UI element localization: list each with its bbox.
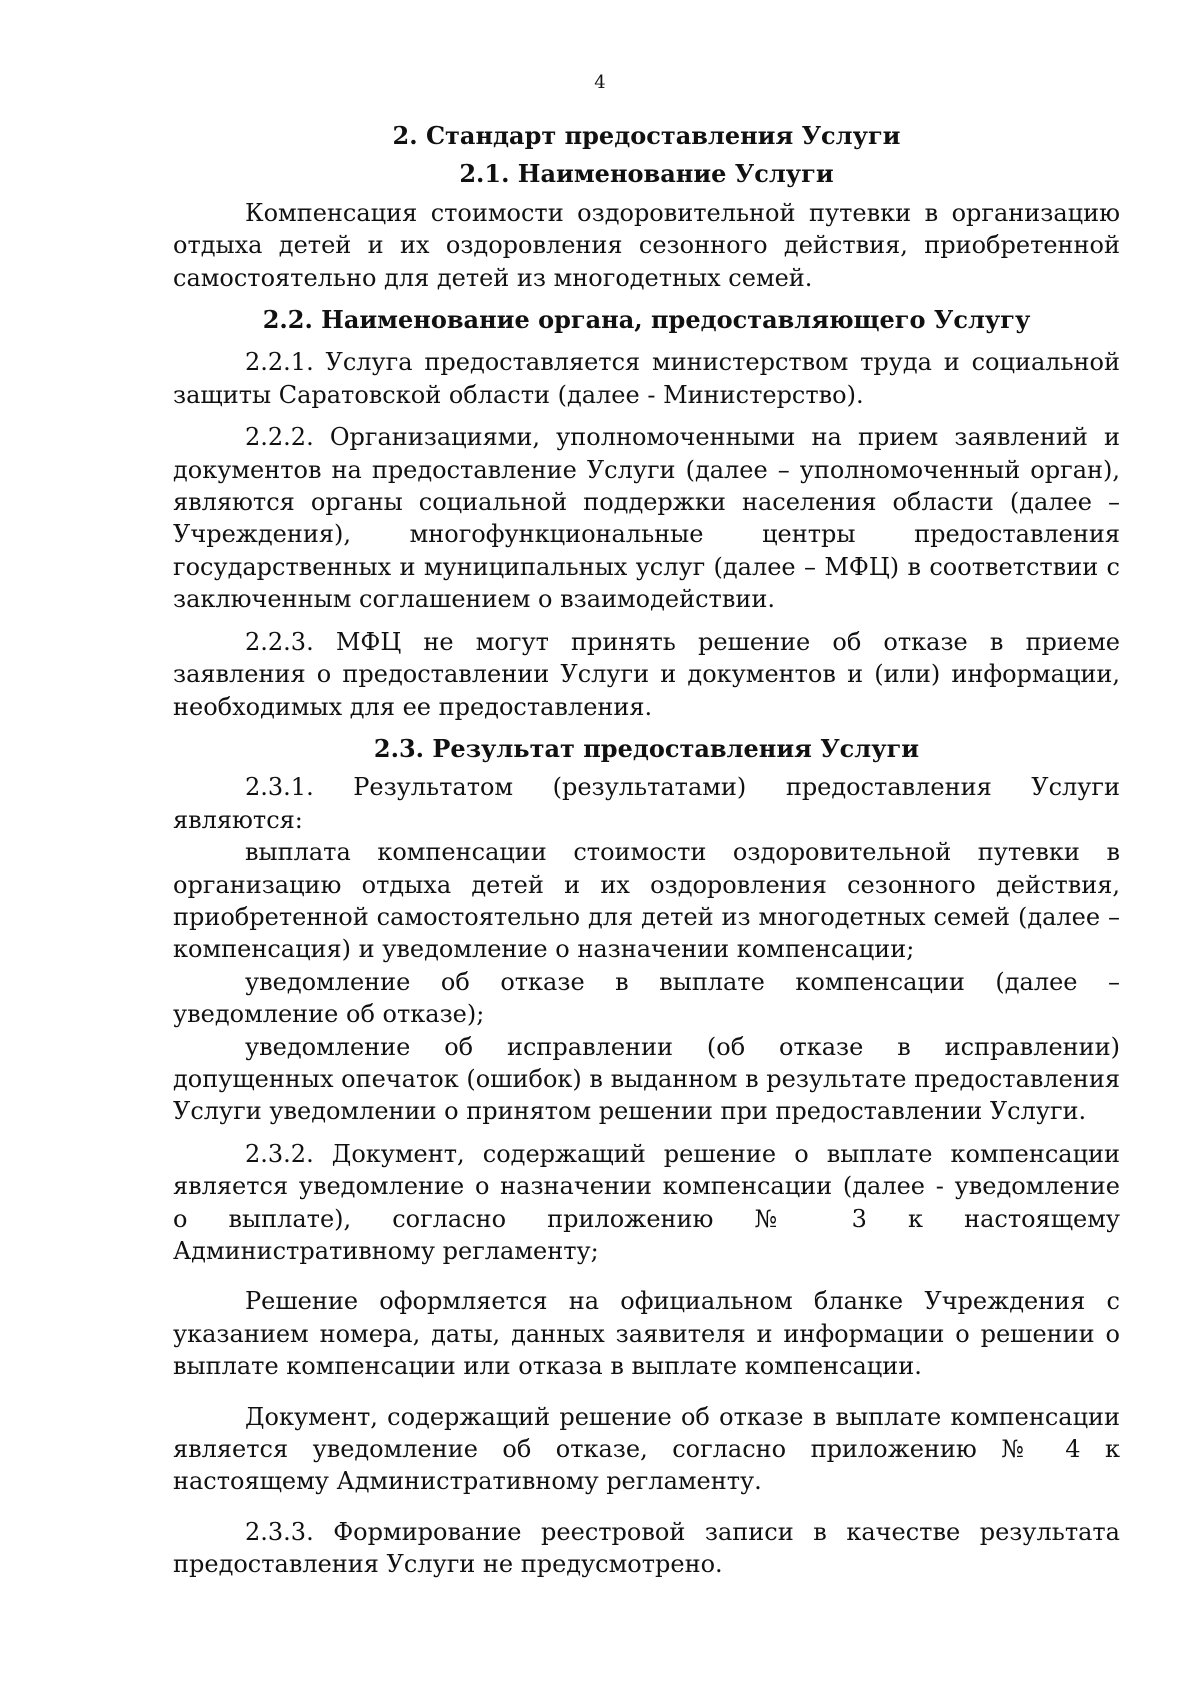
- paragraph-refusal-document: Документ, содержащий решение об отказе в выплате компенсации является уведомление об отказе, согласно приложению № 4 к настоящему Административному регламенту.: [173, 1402, 1120, 1496]
- paragraph-decision: Решение оформляется на официальном бланке Учреждения с указанием номера, даты, данных заявителя и информации о решении о выплате компенсации или отказа в выплате компенсации.: [173, 1287, 1120, 1381]
- paragraph-2-3-1-item-2: уведомление об отказе в выплате компенсации (далее – уведомление об отказе);: [173, 967, 1120, 1029]
- page-number: 4: [594, 72, 606, 93]
- subsection-2-3-title: 2.3. Результат предоставления Услуги: [373, 733, 920, 763]
- paragraph-2-3-1-item-3: уведомление об исправлении (об отказе в исправлении) допущенных опечаток (ошибок) в выданном в результате предоставления Услуги уведомлении о принятом решении при предоставлении Услуги.: [173, 1032, 1120, 1126]
- paragraph-2-2-1: 2.2.1. Услуга предоставляется министерством труда и социальной защиты Саратовской области (далее - Министерство).: [173, 348, 1120, 409]
- paragraph-2-3-1: 2.3.1. Результатом (результатами) предоставления Услуги являются:: [173, 773, 1120, 834]
- document-body: [173, 120, 1120, 1581]
- paragraph-2-3-1-item-1: выплата компенсации стоимости оздоровительной путевки в организацию отдыха детей и их оздоровления сезонного действия, приобретенной самостоятельно для детей из многодетных семей (далее – компенсация) и уведомление о назначении компенсации;: [173, 838, 1120, 964]
- section-title: 2. Стандарт предоставления Услуги: [392, 121, 901, 150]
- paragraph-2-2-3: 2.2.3. МФЦ не могут принять решение об отказе в приеме заявления о предоставлении Услуги и документов и (или) информации, необходимых для ее предоставления.: [173, 627, 1120, 721]
- paragraph-2-1: Компенсация стоимости оздоровительной путевки в организацию отдыха детей и их оздоровления сезонного действия, приобретенной самостоятельно для детей из многодетных семей.: [173, 198, 1120, 292]
- paragraph-2-3-3: 2.3.3. Формирование реестровой записи в качестве результата предоставления Услуги не предусмотрено.: [173, 1517, 1120, 1579]
- paragraph-2-2-2: 2.2.2. Организациями, уполномоченными на прием заявлений и документов на предоставление Услуги (далее – уполномоченный орган), являются органы социальной поддержки населения области (далее – Учреждения), многофункциональные центры предоставления государственных и муниципальных услуг (далее – МФЦ) в соответствии с заключенным соглашением о взаимодействии.: [173, 423, 1120, 614]
- paragraph-2-3-2: 2.3.2. Документ, содержащий решение о выплате компенсации является уведомление о назначении компенсации (далее - уведомление о выплате), согласно приложению № 3 к настоящему Административному регламенту;: [173, 1139, 1120, 1265]
- subsection-2-2-title: 2.2. Наименование органа, предоставляющего Услугу: [262, 305, 1031, 335]
- subsection-2-1-title: 2.1. Наименование Услуги: [459, 159, 834, 189]
